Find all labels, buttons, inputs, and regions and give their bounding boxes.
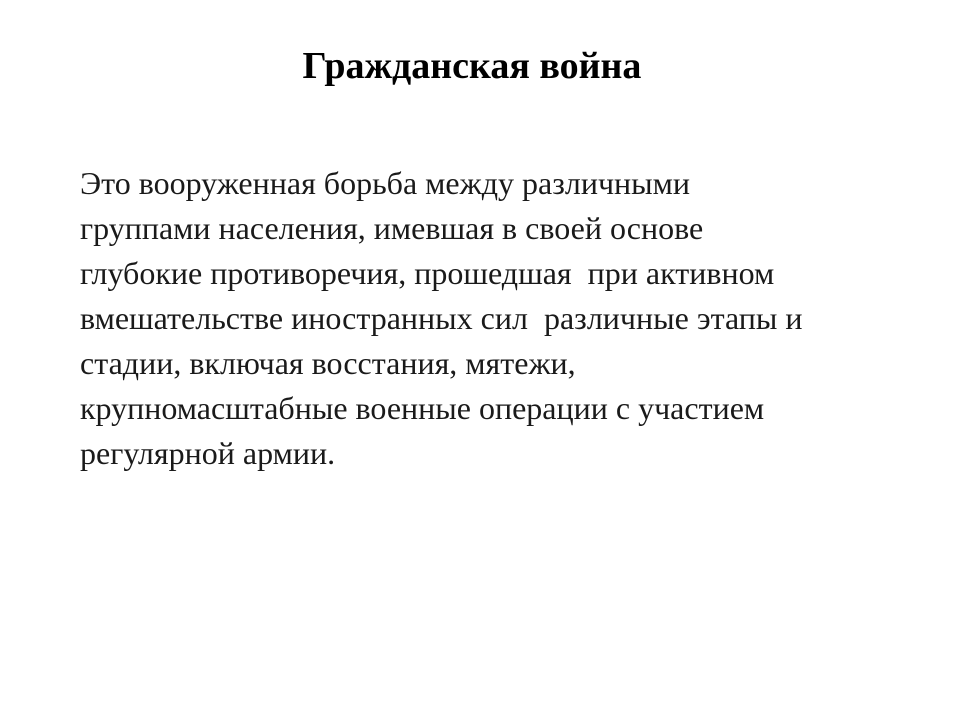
definition-paragraph: [80, 161, 940, 476]
paragraph-line: регулярной армии.: [80, 435, 336, 471]
slide-title: Гражданская война: [302, 45, 642, 87]
paragraph-line: стадии, включая восстания, мятежи,: [80, 345, 576, 381]
paragraph-line: Это вооруженная борьба между различными: [80, 165, 691, 201]
paragraph-line: вмешательстве иностранных сил различные этапы и: [80, 300, 803, 336]
paragraph-line: группами населения, имевшая в своей основе: [80, 210, 704, 246]
paragraph-line: глубокие противоречия, прошедшая при активном: [80, 255, 775, 291]
paragraph-line: крупномасштабные военные операции с участием: [80, 390, 765, 426]
